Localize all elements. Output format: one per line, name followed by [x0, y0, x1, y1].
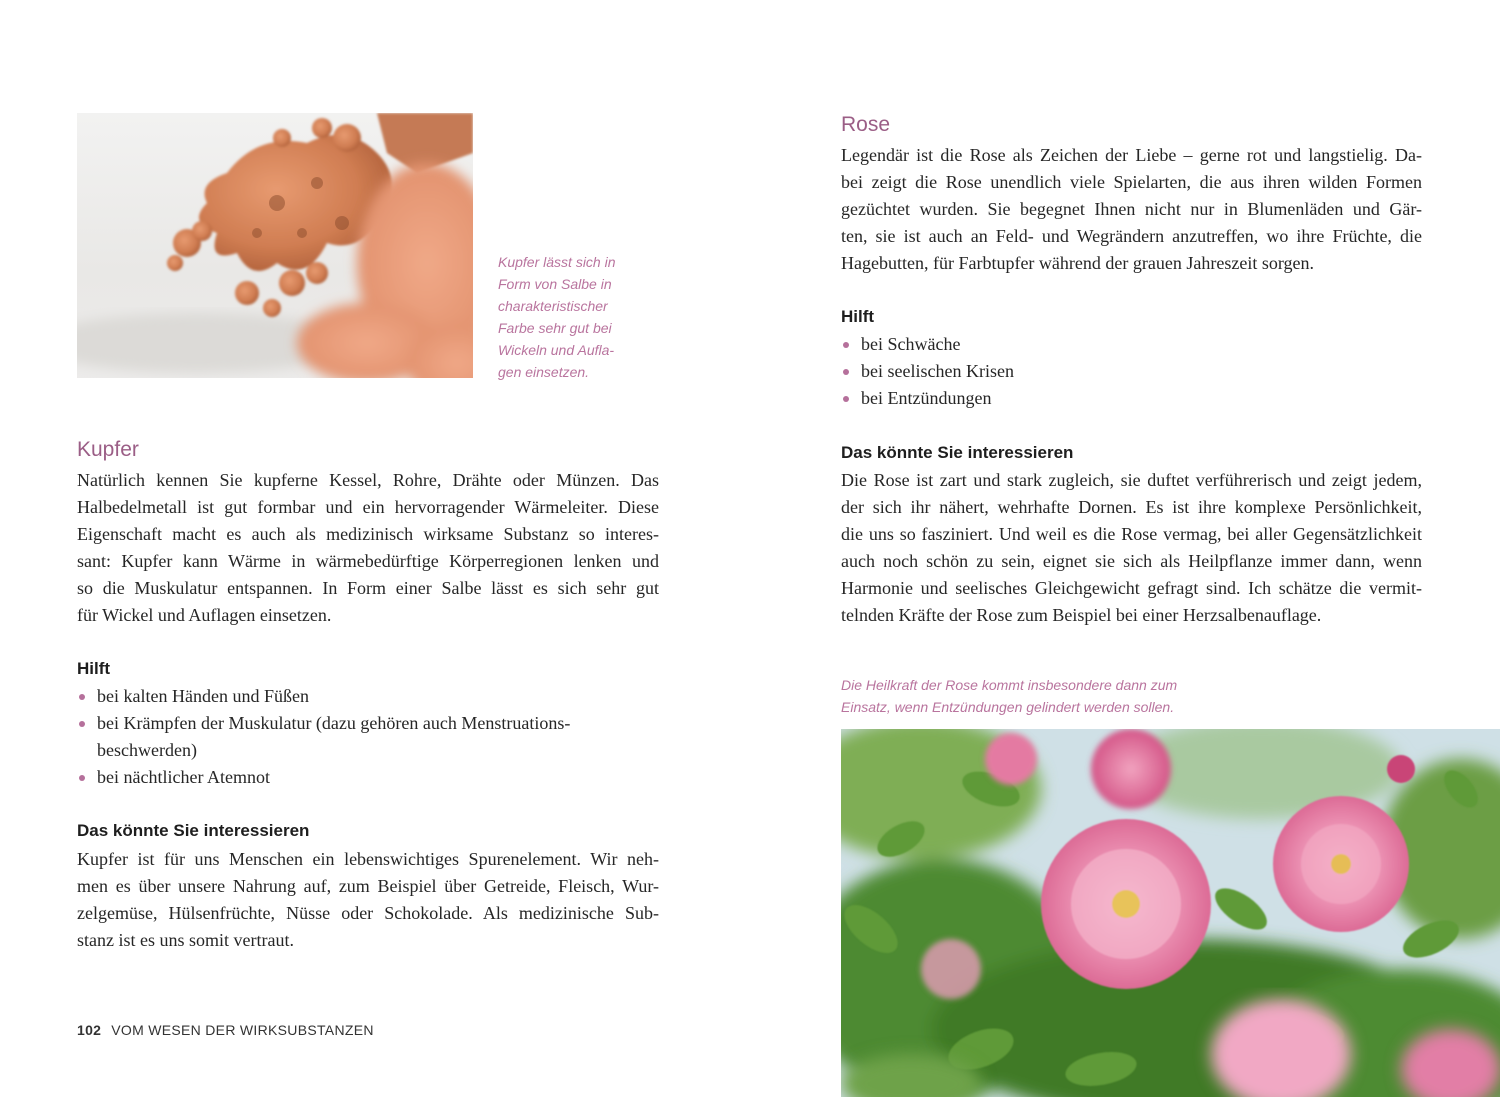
text-line: Halbedelmetall ist gut formbar und ein hervorragender Wärmeleiter. Diese	[77, 497, 659, 517]
rose-hilft-list	[841, 331, 1421, 412]
rose-photo	[841, 729, 1500, 1097]
list-item-text: bei kalten Händen und Füßen	[97, 686, 309, 706]
list-item-text: bei Schwäche	[861, 334, 961, 354]
text-line: zelgemüse, Hülsenfrüchte, Nüsse oder Schokolade. Als medizinische Sub-	[77, 903, 659, 923]
bullet-icon	[79, 694, 85, 700]
text-line: der sich ihr nähert, wehrhafte Dornen. Es ist ihre komplexe Persönlichkeit,	[841, 497, 1422, 517]
text-line: Legendär ist die Rose als Zeichen der Liebe – gerne rot und langstielig. Da-	[841, 145, 1422, 165]
kupfer-hilft-heading: Hilft	[77, 659, 111, 678]
list-item-text: bei seelischen Krisen	[861, 361, 1014, 381]
text-line: für Wickel und Auflagen einsetzen.	[77, 605, 332, 625]
list-item-text: bei Krämpfen der Muskulatur (dazu gehören auch Menstruations-	[97, 713, 571, 733]
list-item	[77, 683, 667, 710]
text-line: Hagebutten, für Farbtupfer während der grauen Jahreszeit sorgen.	[841, 253, 1314, 273]
running-head: VOM WESEN DER WIRKSUBSTANZEN	[111, 1022, 374, 1038]
list-item	[841, 385, 1421, 412]
copper-photo	[77, 113, 473, 378]
copper-caption	[498, 251, 698, 383]
text-line: men es über unsere Nahrung auf, zum Beispiel über Getreide, Fleisch, Wur-	[77, 876, 659, 896]
rose-hilft-heading: Hilft	[841, 307, 875, 326]
list-item	[841, 358, 1421, 385]
text-line: Die Rose ist zart und stark zugleich, sie duftet verführerisch und zeigt jedem,	[841, 470, 1422, 490]
kupfer-interest-heading: Das könnte Sie interessieren	[77, 821, 310, 840]
caption-line: Kupfer lässt sich in	[498, 254, 616, 270]
bullet-icon	[843, 396, 849, 402]
text-line: auch noch schön zu sein, eignet sie sich als Heilpflanze immer dann, wenn	[841, 551, 1422, 571]
section-title-rose: Rose	[841, 113, 891, 136]
list-item-text: beschwerden)	[97, 740, 197, 760]
bullet-icon	[79, 775, 85, 781]
kupfer-interest-text	[77, 846, 659, 954]
text-line: Harmonie und seelisches Gleichgewicht gefragt sind. Ich schätze die vermit-	[841, 578, 1422, 598]
rose-intro	[841, 142, 1422, 277]
list-item-text: bei Entzündungen	[861, 388, 992, 408]
text-line: gezüchtet wurden. Sie begegnet Ihnen nicht nur in Blumenläden und Gär-	[841, 199, 1422, 219]
bullet-icon	[843, 369, 849, 375]
text-line: bei zeigt die Rose unendlich viele Spielarten, die aus ihren wilden Formen	[841, 172, 1422, 192]
text-line: telnden Kräfte der Rose zum Beispiel bei einer Herzsalbenauflage.	[841, 605, 1322, 625]
list-item-text: bei nächtlicher Atemnot	[97, 767, 270, 787]
page-footer	[77, 1022, 374, 1044]
page-number: 102	[77, 1022, 102, 1038]
rose-caption	[841, 674, 1261, 718]
rose-interest-text	[841, 467, 1422, 629]
text-line: so die Muskulatur entspannen. In Form einer Salbe lässt es sich sehr gut	[77, 578, 659, 598]
text-line: die uns so fasziniert. Und weil es die Rose vermag, bei aller Gegensätzlichkeit	[841, 524, 1422, 544]
list-item	[77, 764, 667, 791]
caption-line: Farbe sehr gut bei	[498, 320, 612, 336]
text-line: Kupfer ist für uns Menschen ein lebenswichtiges Spurenelement. Wir neh-	[77, 849, 659, 869]
text-line: Natürlich kennen Sie kupferne Kessel, Rohre, Drähte oder Münzen. Das	[77, 470, 659, 490]
caption-line: Einsatz, wenn Entzündungen gelindert werden sollen.	[841, 699, 1175, 715]
kupfer-intro	[77, 467, 659, 629]
bullet-icon	[79, 721, 85, 727]
caption-line: charakteristischer	[498, 298, 608, 314]
caption-line: Form von Salbe in	[498, 276, 612, 292]
text-line: ten, sie ist auch an Feld- und Wegrändern anzutreffen, wo ihre Früchte, die	[841, 226, 1422, 246]
text-line: sant: Kupfer kann Wärme in wärmebedürftige Körperregionen lenken und	[77, 551, 659, 571]
right-page	[750, 0, 1500, 1097]
caption-line: gen einsetzen.	[498, 364, 590, 380]
copper-illustration	[77, 113, 473, 378]
rose-interest-heading: Das könnte Sie interessieren	[841, 443, 1074, 462]
text-line: Eigenschaft macht es auch als medizinisch wirksame Substanz so interes-	[77, 524, 659, 544]
list-item	[77, 710, 667, 764]
section-title-kupfer: Kupfer	[77, 438, 139, 461]
rose-illustration	[841, 729, 1500, 1097]
text-line: stanz ist es uns somit vertraut.	[77, 930, 294, 950]
caption-line: Die Heilkraft der Rose kommt insbesondere dann zum	[841, 677, 1178, 693]
bullet-icon	[843, 342, 849, 348]
kupfer-hilft-list	[77, 683, 667, 791]
caption-line: Wickeln und Aufla-	[498, 342, 615, 358]
list-item	[841, 331, 1421, 358]
